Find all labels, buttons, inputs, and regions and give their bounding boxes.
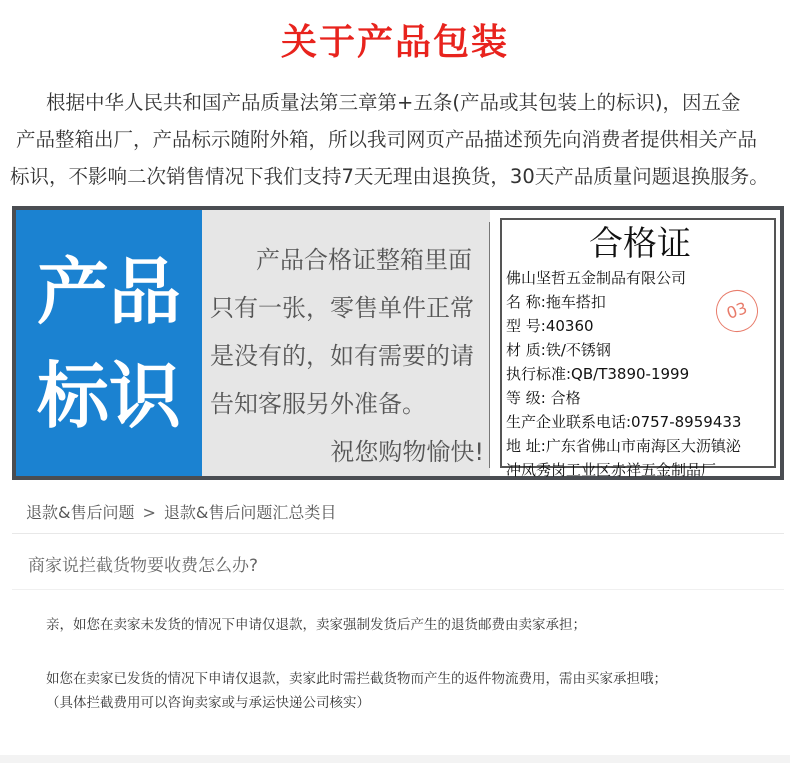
banner-note-line-4: 告知客服另外准备。 [210,390,426,418]
faq-answer-2: 如您在卖家已发货的情况下申请仅退款，卖家此时需拦截货物而产生的返件物流费用，需由买家承担哦； [46,671,667,687]
banner-note-line-5: 祝您购物愉快! [330,438,484,466]
certificate-card [500,218,776,479]
certificate-address-2: 冲凤秀岗工业区赤祥五金制品厂 [506,461,717,479]
banner-note-line-1: 产品合格证整箱里面 [256,246,472,274]
certificate-address-1: 地 址:广东省佛山市南海区大沥镇泌 [506,437,741,455]
certificate-title: 合格证 [589,224,691,264]
product-label-banner [12,206,784,480]
breadcrumb [26,500,336,523]
banner-note-line-3: 是没有的，如有需要的请 [210,342,474,370]
certificate-material: 材 质:铁/不锈钢 [506,341,611,359]
intro-line-3: 标识，不影响二次销售情况下我们支持7天无理由退换货，30天产品质量问题退换服务。 [10,165,769,188]
certificate-company: 佛山坚哲五金制品有限公司 [506,269,687,287]
certificate-area [490,210,780,479]
intro-line-1: 根据中华人民共和国产品质量法第三章第+五条(产品或其包装上的标识)，因五金 [46,91,741,114]
banner-note-line-2: 只有一张，零售单件正常 [210,294,474,322]
banner-label [16,210,202,476]
breadcrumb-item-category[interactable]: 退款&售后问题汇总类目 [163,503,337,522]
inspection-stamp-icon: 03 [710,284,764,338]
certificate-name: 名 称:拖车搭扣 [506,293,606,311]
intro-line-2: 产品整箱出厂，产品标示随附外箱，所以我司网页产品描述预先向消费者提供相关产品 [16,128,758,151]
banner-label-line-2: 标识 [36,354,181,438]
certificate-phone: 生产企业联系电话:0757-8959433 [506,413,742,431]
certificate-grade: 等 级: 合格 [506,389,581,407]
banner-label-line-1: 产品 [36,250,181,334]
banner-note [202,210,490,476]
footer-bar [0,755,790,763]
section-divider [12,533,784,534]
breadcrumb-item-refund[interactable]: 退款&售后问题 [26,503,135,522]
certificate-standard: 执行标准:QB/T3890-1999 [506,365,690,383]
faq-answer-3: （具体拦截费用可以咨询卖家或与承运快递公司核实） [46,695,370,711]
certificate-model: 型 号:40360 [506,317,594,335]
faq-answer-1: 亲，如您在卖家未发货的情况下申请仅退款，卖家强制发货后产生的退货邮费由卖家承担； [46,617,586,633]
page-title: 关于产品包装 [280,22,509,63]
intro-paragraph [10,84,782,195]
breadcrumb-separator: > [142,503,156,522]
question-divider [12,589,784,590]
faq-question: 商家说拦截货物要收费怎么办? [28,556,259,576]
